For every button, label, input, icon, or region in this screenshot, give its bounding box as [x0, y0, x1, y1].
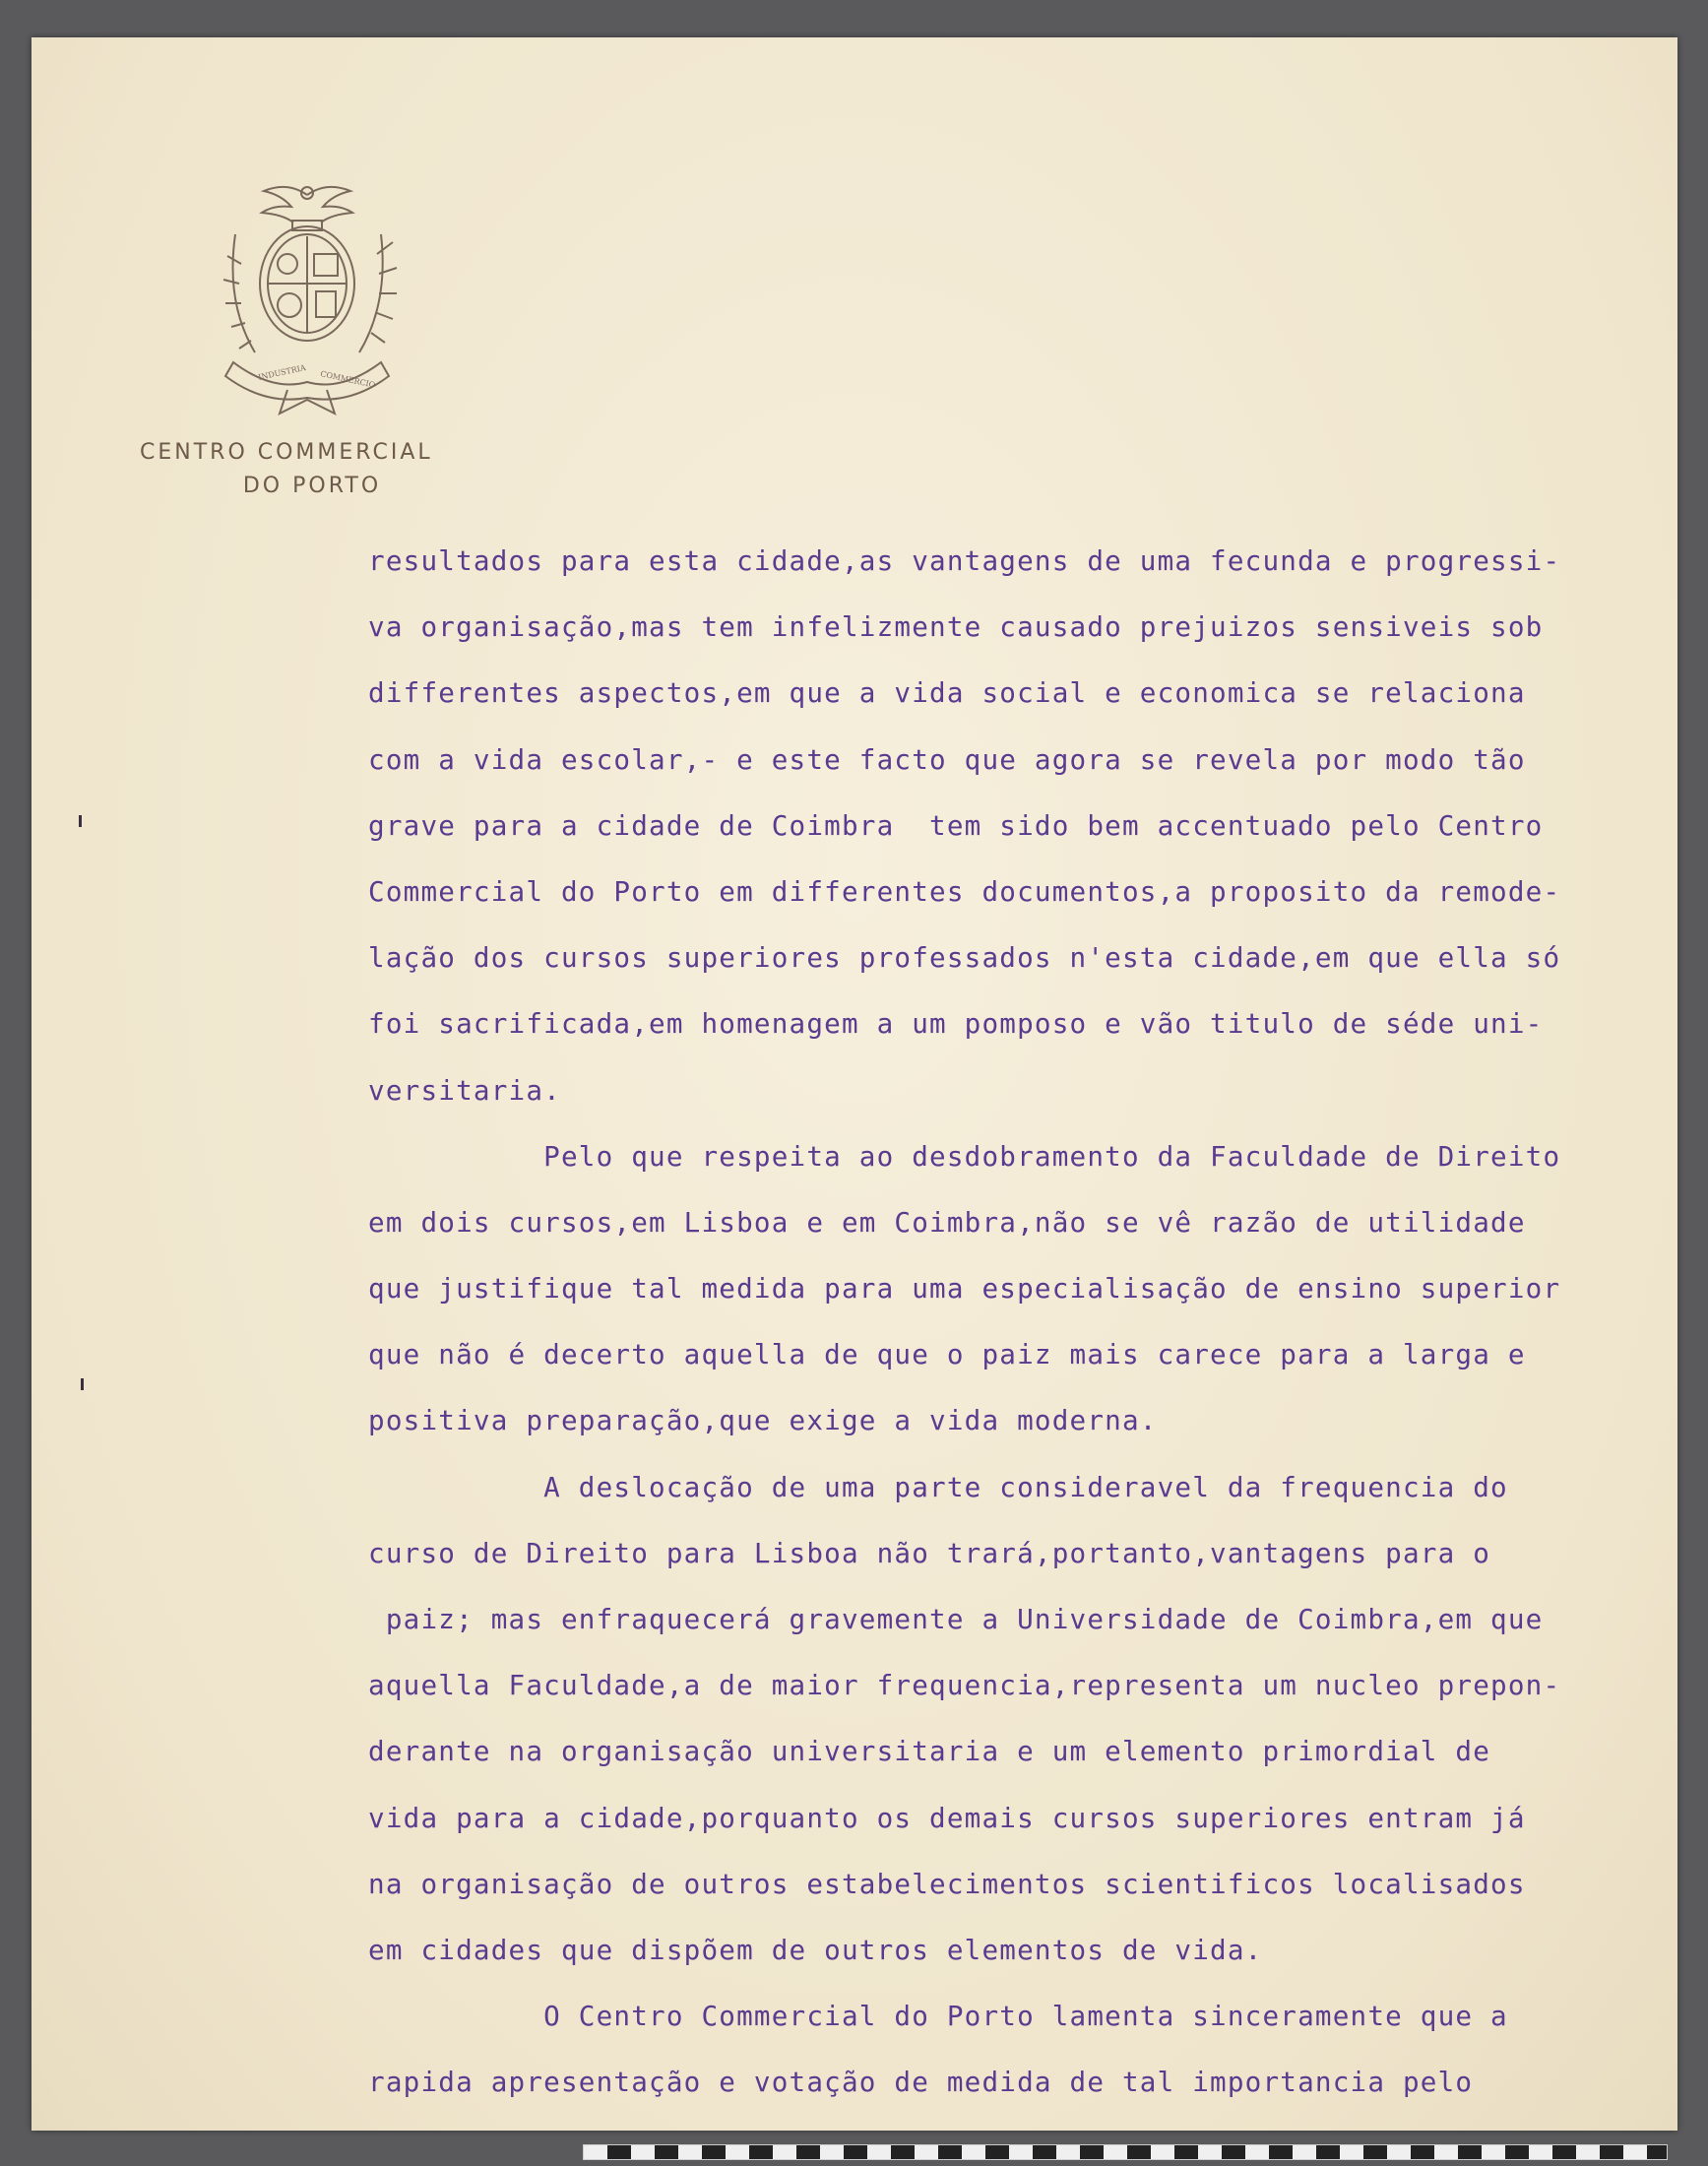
body-line: na organisação de outros estabelecimentos scientificos localisados: [368, 1867, 1526, 1900]
letter-page: [32, 37, 1677, 2131]
letterhead-line-2: DO PORTO: [242, 474, 382, 498]
body-line: versitaria.: [368, 1073, 561, 1107]
body-line: lação dos cursos superiores professados n'esta cidade,em que ella só: [368, 941, 1561, 975]
body-line: em cidades que dispõem de outros elementos de vida.: [368, 1933, 1263, 1966]
letterhead-line-1: CENTRO COMMERCIAL: [140, 440, 433, 465]
body-line: rapida apresentação e votação de medida de tal importancia pelo: [368, 2066, 1474, 2099]
body-line: paiz; mas enfraquecerá gravemente a Universidade de Coimbra,em que: [368, 1603, 1544, 1635]
body-line: grave para a cidade de Coimbra tem sido bem accentuado pelo Centro: [368, 808, 1544, 842]
body-line: que justifique tal medida para uma especialisação de ensino superior: [368, 1272, 1561, 1306]
body-line: Commercial do Porto em differentes documentos,a proposito da remode-: [368, 874, 1561, 908]
body-line: que não é decerto aquella de que o paiz mais carece para a larga e: [368, 1338, 1526, 1371]
svg-text:INDUSTRIA: INDUSTRIA: [257, 362, 307, 382]
body-line: foi sacrificada,em homenagem a um pomposo e vão titulo de séde uni-: [368, 1007, 1544, 1041]
margin-mark: [79, 815, 82, 827]
body-line: A deslocação de uma parte consideravel da frequencia do: [368, 1470, 1508, 1503]
body-line: aquella Faculdade,a de maior frequencia,representa um nucleo prepon-: [368, 1669, 1561, 1702]
body-line: O Centro Commercial do Porto lamenta sinceramente que a: [368, 2000, 1508, 2033]
body-line: derante na organisação universitaria e um elemento primordial de: [368, 1735, 1491, 1768]
body-line: positiva preparação,que exige a vida moderna.: [368, 1404, 1158, 1437]
body-line: em dois cursos,em Lisboa e em Coimbra,não se vê razão de utilidade: [368, 1205, 1526, 1239]
body-line: com a vida escolar,- e este facto que agora se revela por modo tão: [368, 742, 1526, 776]
scale-ruler: [583, 2144, 1668, 2160]
body-line: resultados para esta cidade,as vantagens de uma fecunda e progressi-: [368, 544, 1561, 577]
body-line: vida para a cidade,porquanto os demais cursos superiores entram já: [368, 1801, 1526, 1834]
body-line: Pelo que respeita ao desdobramento da Faculdade de Direito: [368, 1139, 1561, 1173]
margin-mark: [81, 1378, 84, 1390]
body-line: differentes aspectos,em que a vida social e economica se relaciona: [368, 676, 1526, 710]
body-line: va organisação,mas tem infelizmente causado prejuizos sensiveis sob: [368, 610, 1544, 644]
body-line: curso de Direito para Lisboa não trará,portanto,vantagens para o: [368, 1536, 1491, 1569]
letterhead: [140, 436, 484, 503]
coat-of-arms-icon: [194, 175, 420, 416]
svg-text:COMMERCIO: COMMERCIO: [319, 369, 376, 390]
letter-body: [368, 528, 1708, 2116]
